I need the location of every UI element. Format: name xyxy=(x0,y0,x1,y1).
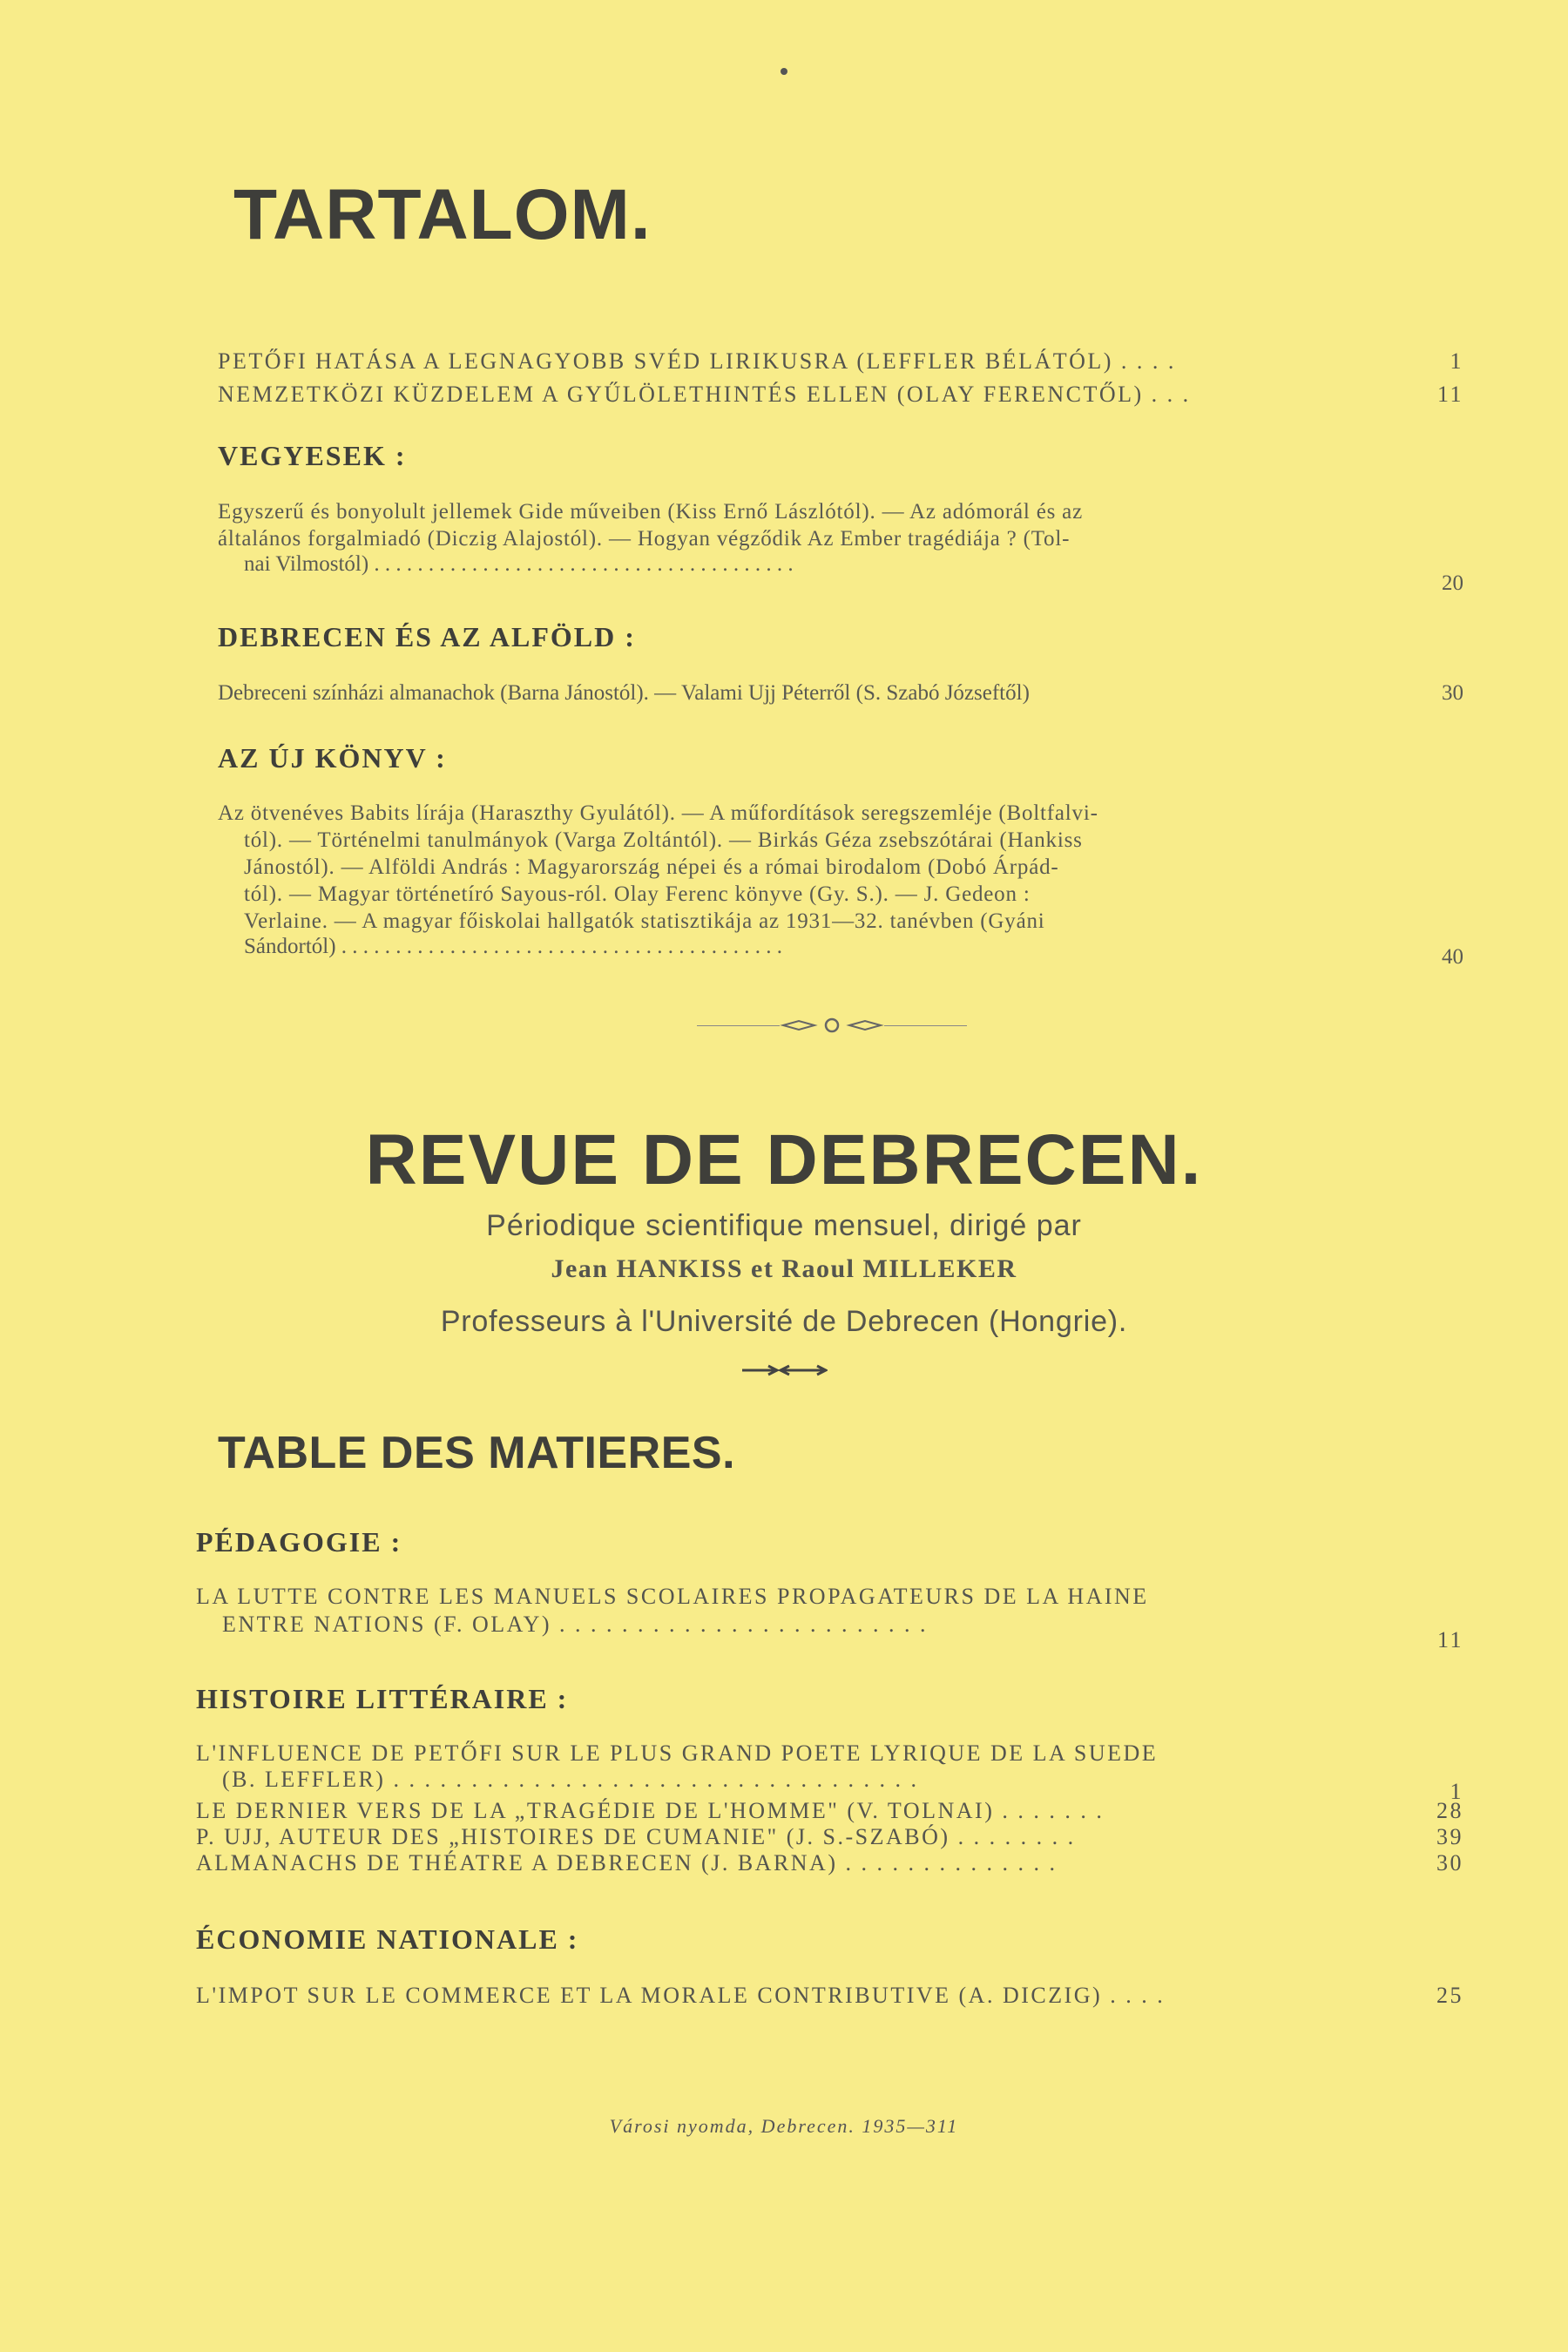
economie-entry xyxy=(196,1983,1463,2009)
histoire-title: ALMANACHS DE THÉATRE A DEBRECEN (J. BARNA) . . . . . . . . . . . . . . xyxy=(196,1850,1058,1876)
divider-rule xyxy=(697,1025,780,1026)
section-heading-uj-konyv: AZ ÚJ KÖNYV : xyxy=(218,742,447,774)
uj-konyv-last-line: Sándortól) . . . . . . . . . . . . . . . . . . . . . . . . . . . . . . . . . . . . . . . . . xyxy=(244,935,783,958)
debrecen-text: Debreceni színházi almanachok (Barna Jánostól). — Valami Ujj Péterről (S. Szabó Józseftől) xyxy=(218,681,1030,705)
vegyesek-line: Egyszerű és bonyolult jellemek Gide műveiben (Kiss Ernő Lászlótól). — Az adómorál és az xyxy=(218,500,1083,524)
ink-dot xyxy=(781,68,787,75)
pedagogie-title: LA LUTTE CONTRE LES MANUELS SCOLAIRES PROPAGATEURS DE LA HAINE xyxy=(196,1584,1149,1609)
debrecen-entry xyxy=(218,681,1463,706)
page-number: 25 xyxy=(1436,1983,1463,2008)
histoire-title: L'INFLUENCE DE PETŐFI SUR LE PLUS GRAND POETE LYRIQUE DE LA SUEDE xyxy=(196,1740,1159,1766)
histoire-entry xyxy=(196,1740,1463,1767)
revue-subtitle: Périodique scientifique mensuel, dirigé par xyxy=(486,1209,1082,1242)
revue-title: REVUE DE DEBRECEN. xyxy=(365,1120,1203,1200)
uj-konyv-line: Verlaine. — A magyar főiskolai hallgatók statisztikája az 1931—32. tanévben (Gyáni xyxy=(244,909,1045,933)
article-entry xyxy=(218,382,1463,408)
section-heading-debrecen: DEBRECEN ÉS AZ ALFÖLD : xyxy=(218,621,636,652)
vegyesek-line: általános forgalmiadó (Diczig Alajostól). — Hogyan végződik Az Ember tragédiája ? (Tol- xyxy=(218,527,1071,551)
histoire-entry xyxy=(196,1798,1463,1824)
page-number: 30 xyxy=(1436,1850,1463,1876)
uj-konyv-line: Jánostól). — Alföldi András : Magyarország népei és a római birodalom (Dobó Árpád- xyxy=(244,855,1059,879)
revue-editors: Jean HANKISS et Raoul MILLEKER xyxy=(551,1254,1017,1283)
page-number: 1 xyxy=(1450,1779,1463,1804)
section-heading-pedagogie: PÉDAGOGIE : xyxy=(196,1526,402,1558)
page-number: 11 xyxy=(1436,382,1463,407)
uj-konyv-line: tól). — Történelmi tanulmányok (Varga Zoltántól). — Birkás Géza zsebszótárai (Hankiss xyxy=(244,828,1083,852)
tartalom-title: TARTALOM. xyxy=(233,175,652,254)
ornament-arrows xyxy=(740,1363,828,1377)
pedagogie-line xyxy=(196,1612,1463,1652)
uj-konyv-line: tól). — Magyar történetíró Sayous-ról. Olay Ferenc könyve (Gy. S.). — J. Gedeon : xyxy=(244,882,1031,906)
section-heading-histoire: HISTOIRE LITTÉRAIRE : xyxy=(196,1683,569,1714)
page-number: 20 xyxy=(1442,571,1463,595)
economie-title: L'IMPOT SUR LE COMMERCE ET LA MORALE CONTRIBUTIVE (A. DICZIG) . . . . xyxy=(196,1983,1166,2008)
printer-imprint: Városi nyomda, Debrecen. 1935—311 xyxy=(609,2115,959,2137)
uj-konyv-line: Az ötvenéves Babits lírája (Haraszthy Gyulától). — A műfordítások seregszemléje (Boltfalvi- xyxy=(218,801,1098,825)
histoire-title: P. UJJ, AUTEUR DES „HISTOIRES DE CUMANIE" (J. S.-SZABÓ) . . . . . . . . xyxy=(196,1824,1076,1849)
pedagogie-title-cont: ENTRE NATIONS (F. OLAY) . . . . . . . . . . . . . . . . . . . . . . . . xyxy=(222,1612,929,1637)
revue-affiliation: Professeurs à l'Université de Debrecen (Hongrie). xyxy=(440,1305,1128,1338)
article-entry xyxy=(218,348,1463,375)
table-des-matieres-title: TABLE DES MATIERES. xyxy=(218,1428,736,1478)
divider-rule xyxy=(884,1025,967,1026)
histoire-entry xyxy=(196,1824,1463,1850)
page-number: 30 xyxy=(1442,681,1463,705)
article-title: PETŐFI HATÁSA A LEGNAGYOBB SVÉD LIRIKUSRA (LEFFLER BÉLÁTÓL) . . . . xyxy=(218,348,1176,374)
histoire-title: LE DERNIER VERS DE LA „TRAGÉDIE DE L'HOMME" (V. TOLNAI) . . . . . . . xyxy=(196,1798,1105,1823)
article-title: NEMZETKÖZI KÜZDELEM A GYŰLÖLETHINTÉS ELLEN (OLAY FERENCTŐL) . . . xyxy=(218,382,1191,407)
page-number: 1 xyxy=(1450,348,1463,374)
vegyesek-last-line: nai Vilmostól) . . . . . . . . . . . . . . . . . . . . . . . . . . . . . . . . . . . . . . . xyxy=(244,552,794,576)
vegyesek-last xyxy=(218,552,1463,595)
histoire-title-cont: (B. LEFFLER) . . . . . . . . . . . . . . . . . . . . . . . . . . . . . . . . . . xyxy=(222,1767,919,1792)
page-number: 11 xyxy=(1436,1627,1463,1652)
histoire-entry xyxy=(196,1850,1463,1876)
page-number: 40 xyxy=(1442,945,1463,969)
histoire-entry xyxy=(196,1767,1463,1804)
section-heading-vegyesek: VEGYESEK : xyxy=(218,440,407,471)
uj-konyv-last xyxy=(218,935,1463,969)
page-number: 28 xyxy=(1436,1798,1463,1823)
ornament-divider xyxy=(780,1016,884,1035)
section-heading-economie: ÉCONOMIE NATIONALE : xyxy=(196,1923,579,1955)
page-number: 39 xyxy=(1436,1824,1463,1849)
pedagogie-line xyxy=(196,1584,1463,1610)
